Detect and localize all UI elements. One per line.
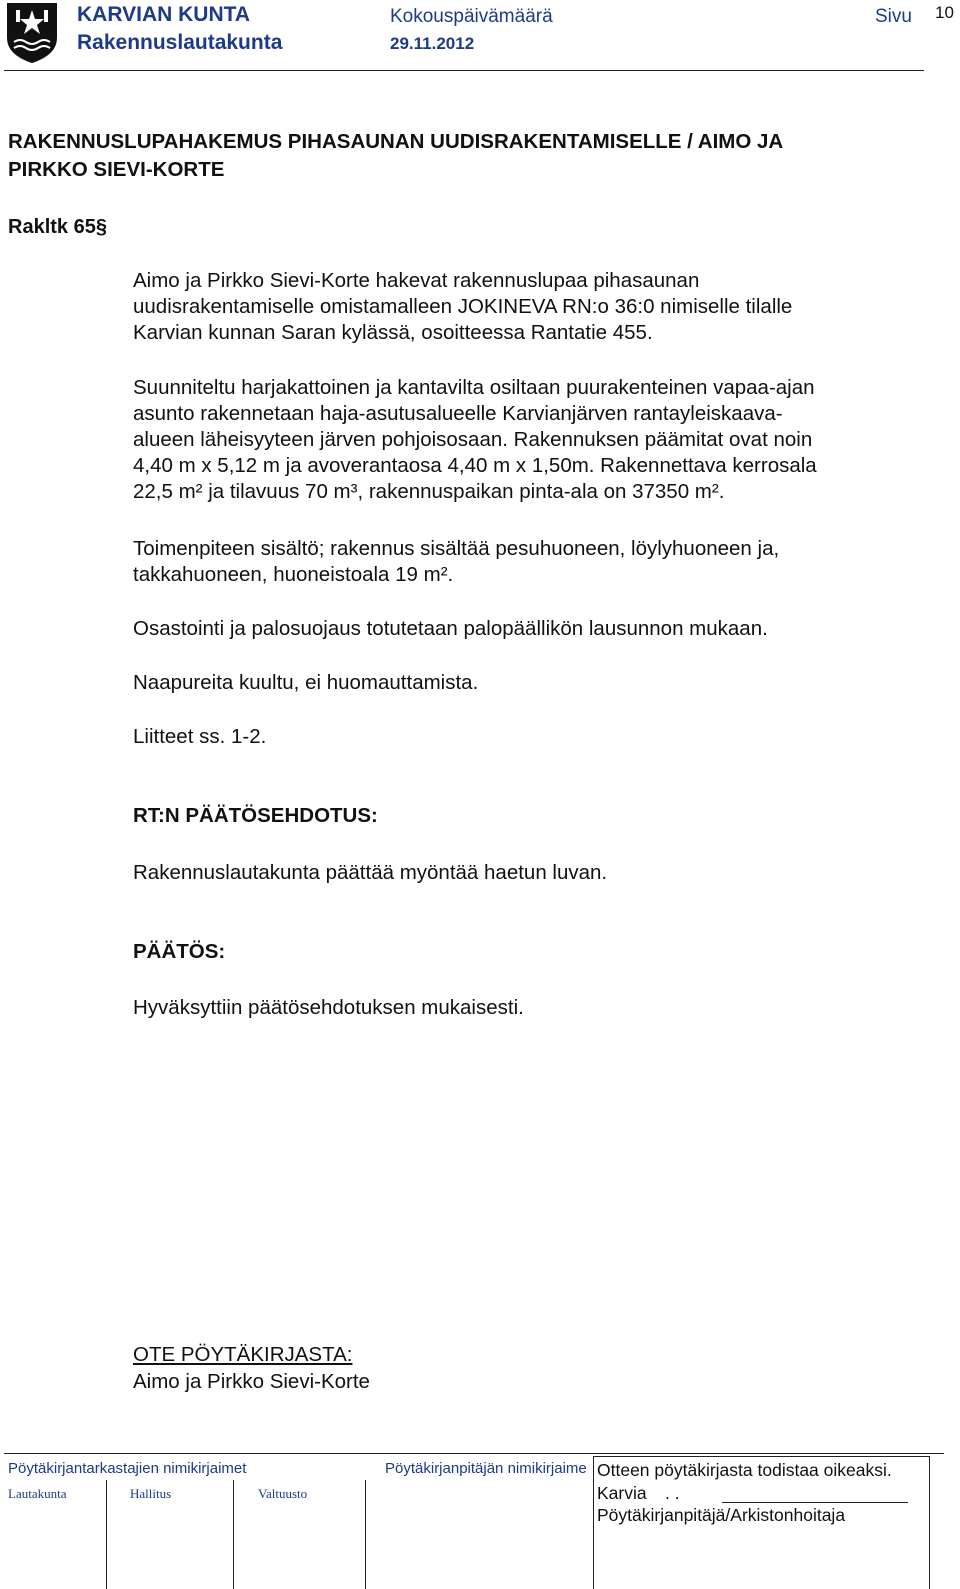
text-line: Liitteet ss. 1-2. xyxy=(133,725,267,748)
text-line: Naapureita kuultu, ei huomauttamista. xyxy=(133,671,479,694)
proposal-text: Rakennuslautakunta päättää myöntää haetun luvan. xyxy=(133,861,608,884)
document-title-line: PIRKKO SIEVI-KORTE xyxy=(8,158,225,181)
decision-text: Hyväksyttiin päätösehdotuksen mukaisesti. xyxy=(133,996,524,1019)
checkers-initials-label: Pöytäkirjantarkastajien nimikirjaimet xyxy=(8,1460,247,1477)
meeting-date-label: Kokouspäivämäärä xyxy=(390,6,553,27)
meeting-date: 29.11.2012 xyxy=(390,34,475,53)
certification-text: Otteen pöytäkirjasta todistaa oikeaksi. xyxy=(597,1460,892,1480)
text-line: uudisrakentamiselle omistamalleen JOKINEVA RN:o 36:0 nimiselle tilalle xyxy=(133,295,793,318)
text-line: Aimo ja Pirkko Sievi-Korte hakevat rakennuslupaa pihasaunan xyxy=(133,269,700,292)
footer-column-divider xyxy=(233,1480,234,1589)
paragraph-fire-safety xyxy=(133,616,933,642)
text-line: asunto rakennetaan haja-asutusalueelle Karvianjärven rantayleiskaava- xyxy=(133,402,783,425)
organization-name: KARVIAN KUNTA xyxy=(77,3,251,26)
certification-place: Karvia xyxy=(597,1483,647,1503)
text-line: Karvian kunnan Saran kylässä, osoitteessa Rantatie 455. xyxy=(133,321,653,344)
text-line: Osastointi ja palosuojaus totutetaan palopäällikön lausunnon mukaan. xyxy=(133,617,768,640)
signer-title: Pöytäkirjanpitäjä/Arkistonhoitaja xyxy=(597,1505,846,1525)
text-line: Suunniteltu harjakattoinen ja kantavilta osiltaan puurakenteinen vapaa-ajan xyxy=(133,376,815,399)
paragraph-description xyxy=(133,375,933,505)
text-line: Toimenpiteen sisältö; rakennus sisältää pesuhuoneen, löylyhuoneen ja, xyxy=(133,537,780,560)
text-line: 4,40 m x 5,12 m ja avoverantaosa 4,40 m x 1,50m. Rakennettava kerrosala xyxy=(133,454,817,477)
proposal-heading: RT:N PÄÄTÖSEHDOTUS: xyxy=(133,804,378,827)
secretary-initials-label: Pöytäkirjanpitäjän nimikirjaime xyxy=(385,1460,587,1477)
text-line: alueen läheisyyteen järven pohjoisosaan. Rakennuksen päämitat ovat noin xyxy=(133,428,813,451)
document-title xyxy=(8,128,783,184)
footer-column-board: Lautakunta xyxy=(8,1486,67,1501)
footer-column-divider xyxy=(365,1480,366,1589)
certification-date-dots: . . xyxy=(665,1483,680,1503)
board-name: Rakennuslautakunta xyxy=(77,31,283,54)
text-line: takkahuoneen, huoneistoala 19 m². xyxy=(133,563,454,586)
paragraph-neighbors xyxy=(133,670,933,696)
paragraph-contents xyxy=(133,536,933,588)
footer-column-divider xyxy=(106,1480,107,1589)
footer-divider xyxy=(4,1453,944,1454)
extract-recipient: Aimo ja Pirkko Sievi-Korte xyxy=(133,1370,370,1393)
section-number: Rakltk 65§ xyxy=(8,216,107,238)
header-divider xyxy=(4,70,924,71)
text-line: 22,5 m² ja tilavuus 70 m³, rakennuspaikan pinta-ala on 37350 m². xyxy=(133,480,725,503)
municipality-crest-icon xyxy=(6,2,58,64)
signature-line xyxy=(722,1502,908,1503)
document-title-line: RAKENNUSLUPAHAKEMUS PIHASAUNAN UUDISRAKENTAMISELLE / AIMO JA xyxy=(8,130,784,153)
page-label: Sivu xyxy=(875,6,912,27)
paragraph-attachments xyxy=(133,724,933,750)
page-number: 10 xyxy=(935,3,954,22)
footer-column-council: Valtuusto xyxy=(258,1486,308,1501)
extract-heading: OTE PÖYTÄKIRJASTA: xyxy=(133,1343,353,1366)
paragraph-application xyxy=(133,268,933,346)
footer-column-government: Hallitus xyxy=(130,1486,172,1501)
decision-heading: PÄÄTÖS: xyxy=(133,940,226,963)
